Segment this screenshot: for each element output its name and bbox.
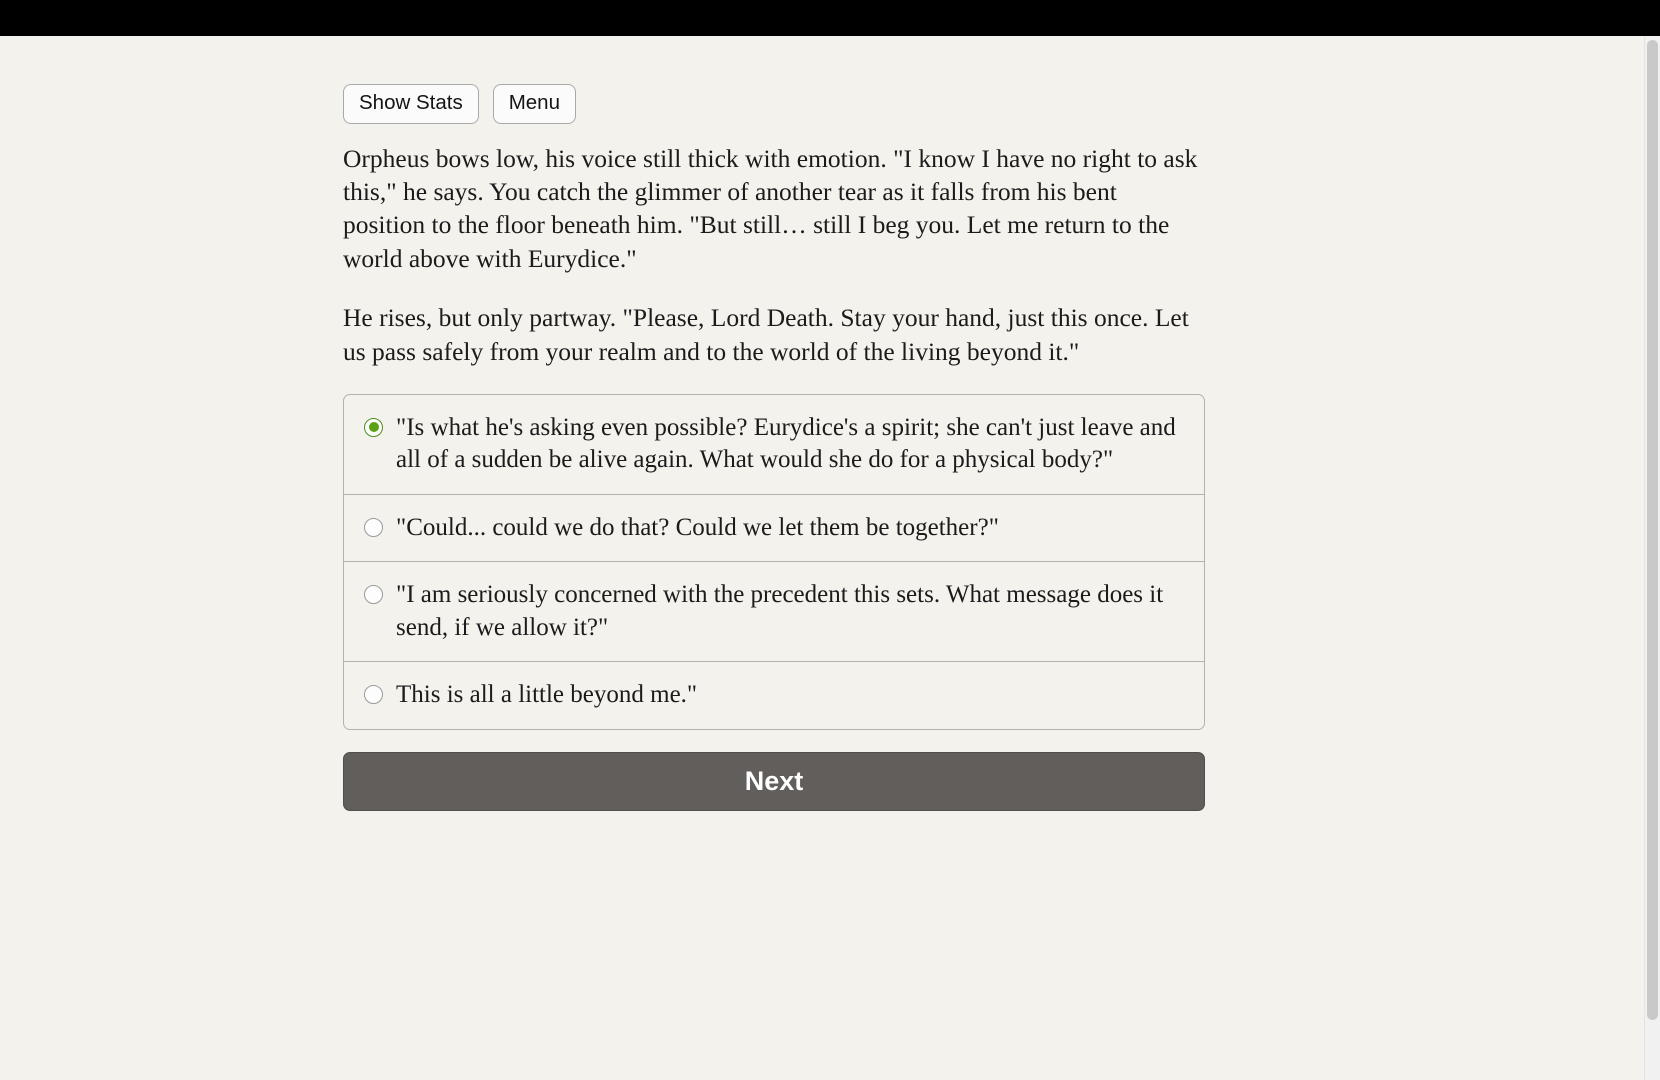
story-paragraph: Orpheus bows low, his voice still thick with emotion. "I know I have no right to ask this," he says. You catch the glimmer of another tear as it falls from his bent position to the floor beneath him. "But still… still I beg you. Let me return to the world above with Eurydice." [343,143,1198,273]
scrollbar-thumb[interactable] [1647,40,1658,1020]
show-stats-button[interactable]: Show Stats [343,84,479,124]
game-toolbar [343,84,1223,124]
radio-icon[interactable] [364,585,383,604]
choice-label: "I am seriously concerned with the precedent this sets. What message does it send, if we allow it?" [396,581,1164,641]
game-page [0,36,1645,1080]
radio-selected-icon[interactable] [364,418,383,437]
browser-chrome-bar [0,0,1660,36]
menu-button[interactable]: Menu [493,84,576,124]
choice-option[interactable] [344,395,1204,495]
choice-list [343,394,1205,730]
choice-option[interactable] [344,662,1204,729]
story-content [343,84,1223,811]
next-button[interactable]: Next [343,752,1205,811]
radio-icon[interactable] [364,518,383,537]
choice-option[interactable] [344,495,1204,563]
story-paragraph: He rises, but only partway. "Please, Lord Death. Stay your hand, just this once. Let us pass safely from your realm and to the world of the living beyond it." [343,303,1189,366]
choice-label: "Is what he's asking even possible? Eurydice's a spirit; she can't just leave and all of a sudden be alive again. What would she do for a physical body?" [396,413,1176,474]
vertical-scrollbar[interactable] [1644,36,1660,1080]
choice-label: This is all a little beyond me." [396,681,698,709]
radio-icon[interactable] [364,685,383,704]
choice-label: "Could... could we do that? Could we let them be together?" [396,513,999,541]
choice-option[interactable] [344,562,1204,662]
